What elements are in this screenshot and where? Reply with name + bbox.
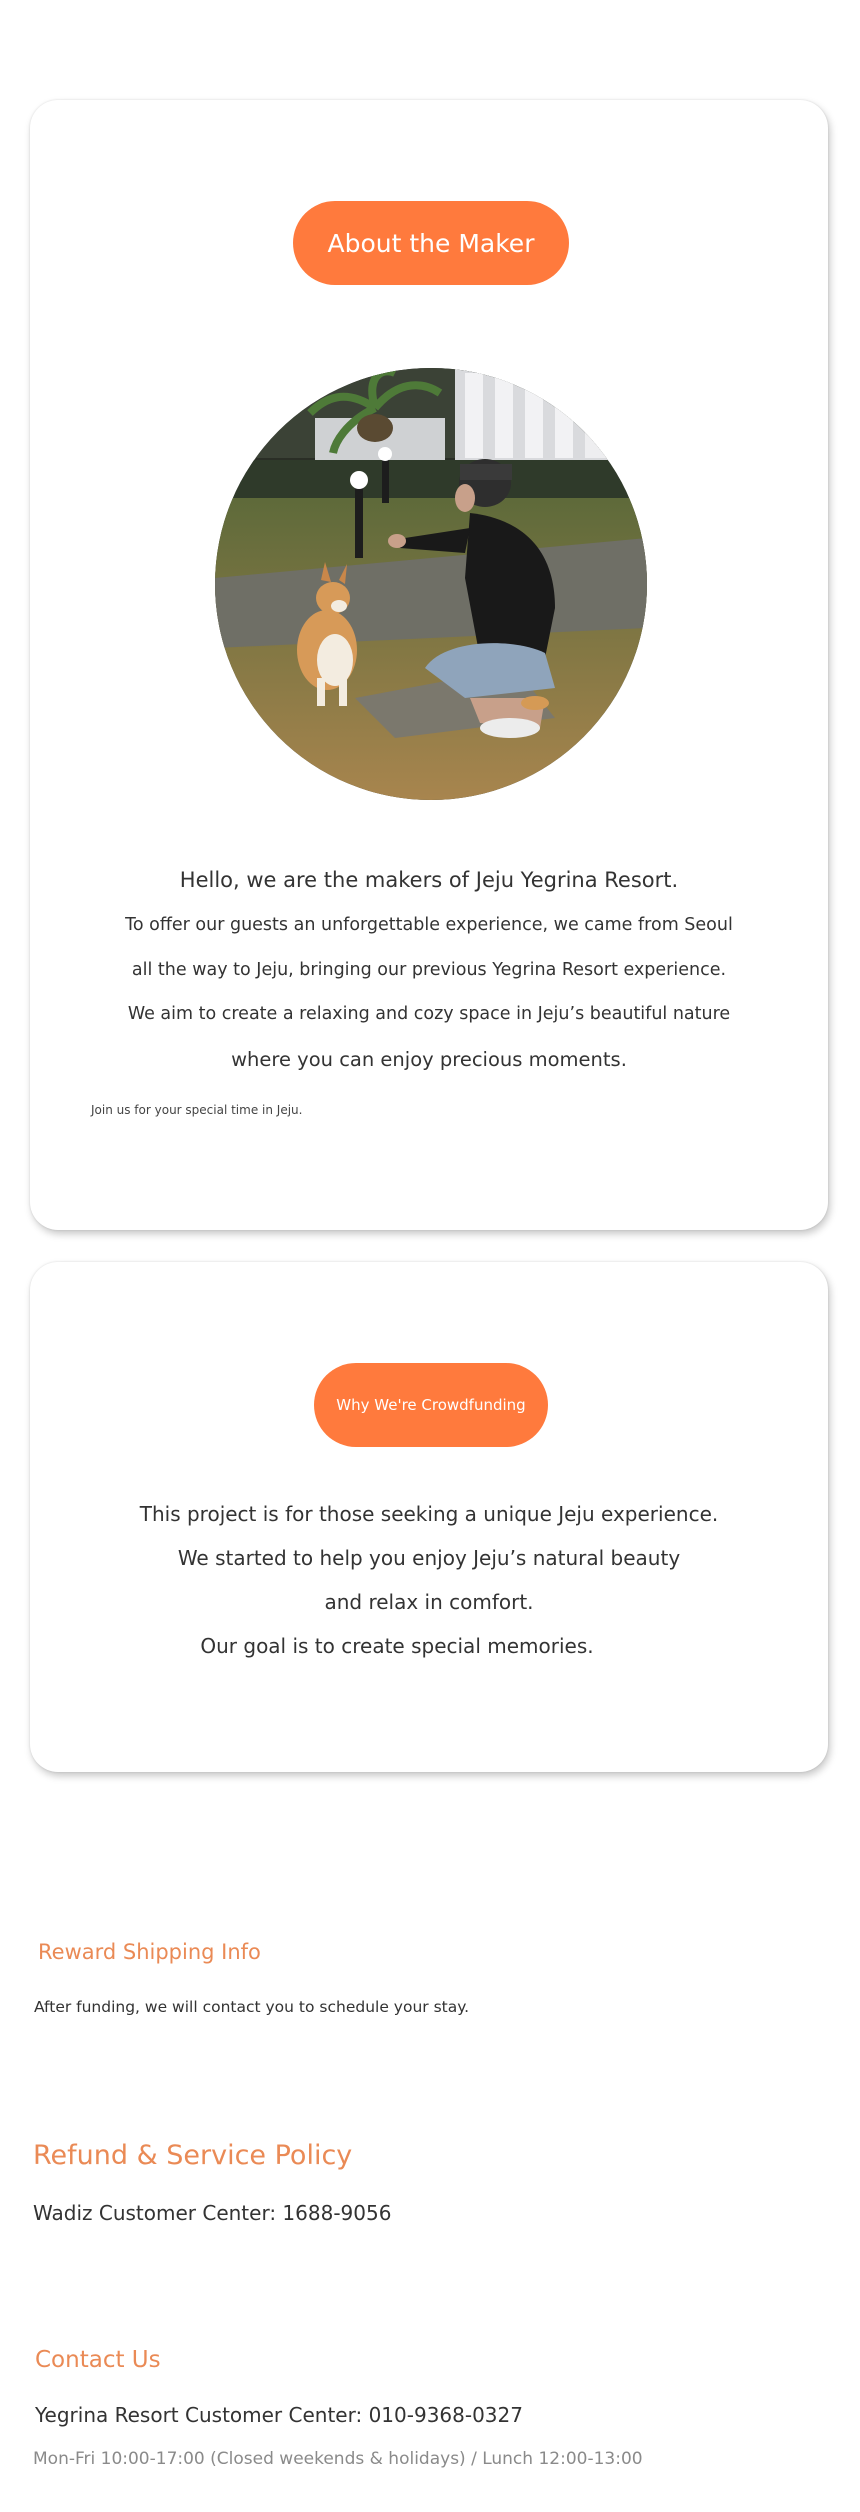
crowdfunding-card [30,1262,828,1772]
contact-title: Contact Us [35,2347,161,2373]
contact-phone: Yegrina Resort Customer Center: 010-9368-0327 [35,2403,523,2427]
maker-headline: Hello, we are the makers of Jeju Yegrina Resort. [179,868,679,892]
maker-line: We aim to create a relaxing and cozy space in Jeju’s beautiful nature [127,1004,731,1024]
reward-shipping-text: After funding, we will contact you to schedule your stay. [34,1998,470,2016]
reward-shipping-title: Reward Shipping Info [38,1940,261,1964]
maker-line: all the way to Jeju, bringing our previous Yegrina Resort experience. [131,960,727,980]
maker-photo [215,368,647,800]
crowdfunding-line: and relax in comfort. [324,1590,534,1614]
maker-note: Join us for your special time in Jeju. [91,1103,303,1117]
about-maker-card [30,100,828,1230]
contact-hours: Mon-Fri 10:00-17:00 (Closed weekends & holidays) / Lunch 12:00-13:00 [33,2449,643,2469]
crowdfunding-line: This project is for those seeking a unique Jeju experience. [139,1502,719,1526]
maker-line: where you can enjoy precious moments. [231,1048,627,1071]
refund-policy-title: Refund & Service Policy [33,2140,353,2171]
crowdfunding-line: We started to help you enjoy Jeju’s natural beauty [177,1546,681,1570]
about-maker-button[interactable]: About the Maker [293,201,569,285]
why-crowdfunding-button[interactable]: Why We're Crowdfunding [314,1363,548,1447]
maker-line: To offer our guests an unforgettable experience, we came from Seoul [125,915,733,935]
crowdfunding-line: Our goal is to create special memories. [200,1634,594,1658]
refund-policy-text: Wadiz Customer Center: 1688-9056 [33,2201,392,2225]
